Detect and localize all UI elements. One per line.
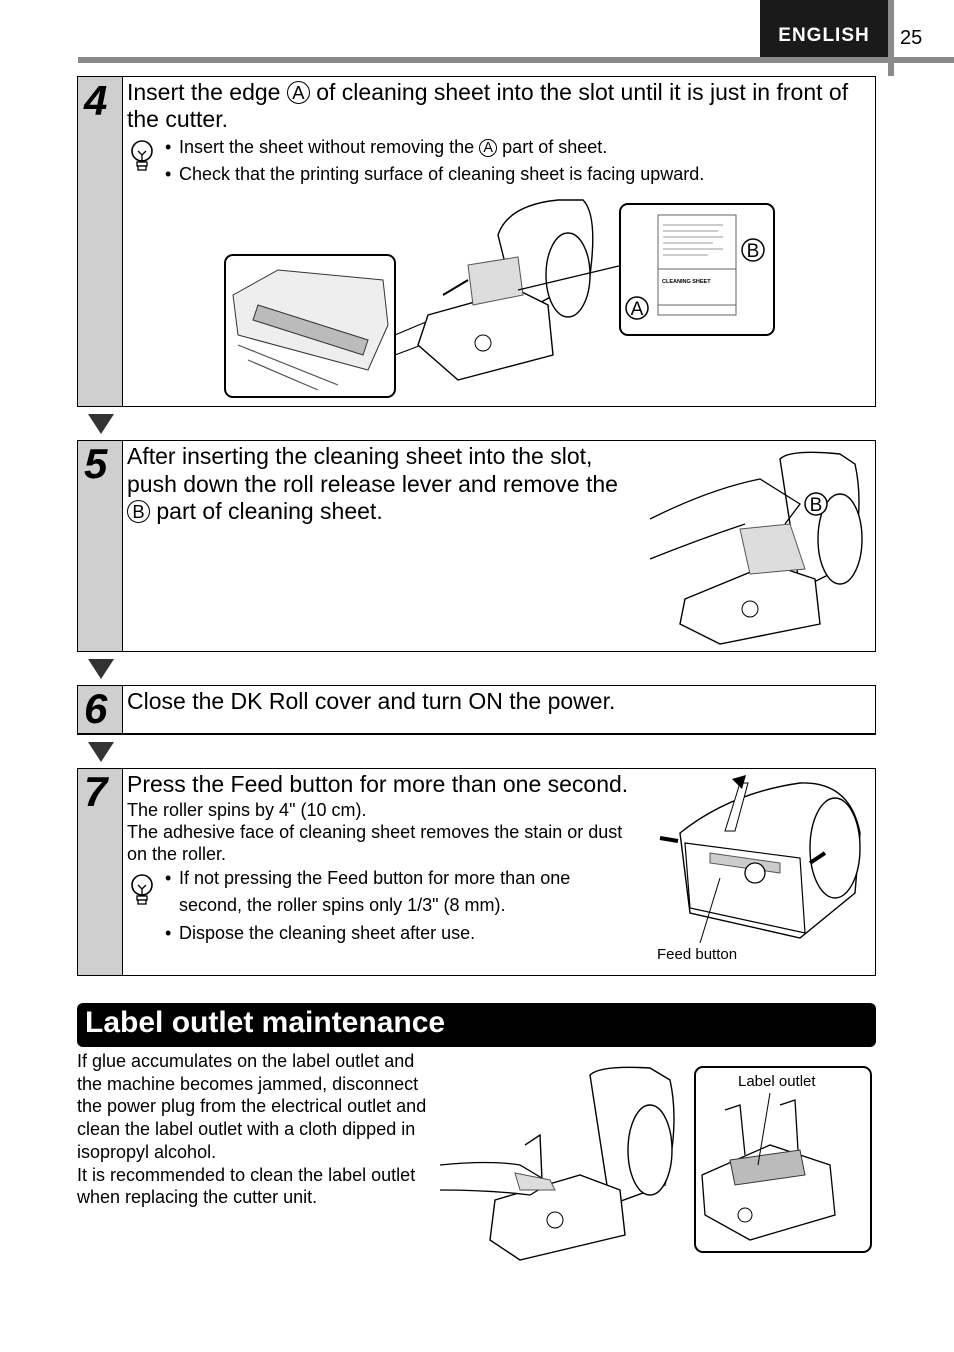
step-body-line: The adhesive face of cleaning sheet removes the stain or dust on the roller. — [127, 822, 623, 864]
step-content — [127, 771, 632, 947]
callout-label-b: B — [746, 241, 760, 262]
feed-button-caption: Feed button — [657, 946, 738, 963]
step-number: 7 — [84, 768, 108, 815]
step-number: 6 — [84, 685, 108, 732]
step-4 — [77, 76, 876, 407]
callout-mark: A — [479, 139, 497, 157]
step-6 — [77, 685, 876, 735]
tip-text: If not pressing the Feed button for more than one second, the roller spins only 1/3" (8 mm). — [179, 868, 571, 915]
step-title-text: After inserting the cleaning sheet into the slot, push down the roll release lever and remove the — [127, 443, 618, 497]
section-paragraph — [77, 1050, 427, 1209]
step-title — [127, 79, 871, 133]
printer-cleaning-sheet-illustration — [218, 195, 778, 400]
step-title-text: of cleaning sheet into the slot until it is just in front of the cutter. — [127, 79, 849, 132]
step-number: 4 — [84, 77, 108, 124]
bullet-glyph: • — [165, 137, 172, 157]
step-body-line: The roller spins by 4" (10 cm). — [127, 800, 367, 820]
flow-arrow-icon — [88, 742, 114, 762]
step-title — [127, 443, 637, 526]
page-separator — [888, 0, 894, 76]
bullet-glyph: • — [165, 923, 172, 943]
lightbulb-icon — [129, 138, 155, 174]
tip-text: Check that the printing surface of cleaning sheet is facing upward. — [179, 164, 705, 184]
tip-text: part of sheet. — [497, 137, 608, 157]
step-title-text: Insert the edge — [127, 79, 287, 105]
tip-text: Insert the sheet without removing the — [179, 137, 480, 157]
bullet-glyph: • — [165, 868, 172, 888]
step-gutter — [78, 77, 123, 406]
step-title: Press the Feed button for more than one second. — [127, 771, 629, 797]
bullet-glyph: • — [165, 164, 172, 184]
label-outlet-caption: Label outlet — [738, 1073, 816, 1090]
step-content — [127, 79, 871, 188]
flow-arrow-icon — [88, 414, 114, 434]
step-5 — [77, 440, 876, 652]
label-outlet-cleaning-illustration — [440, 1065, 880, 1265]
tip-item — [165, 920, 632, 947]
lightbulb-icon — [129, 872, 155, 908]
step-content — [127, 688, 871, 715]
callout-mark: A — [287, 81, 310, 104]
step-title: Close the DK Roll cover and turn ON the power. — [127, 688, 616, 714]
callout-label-a: A — [630, 299, 644, 320]
tip-text: Dispose the cleaning sheet after use. — [179, 923, 476, 943]
callout-mark: B — [127, 500, 150, 523]
sheet-label: CLEANING SHEET — [662, 279, 711, 285]
printer-feed-illustration — [650, 773, 875, 948]
flow-arrow-icon — [88, 659, 114, 679]
printer-remove-sheet-illustration — [650, 449, 870, 649]
step-number: 5 — [84, 440, 108, 487]
header-rule — [78, 57, 954, 63]
step-7 — [77, 768, 876, 976]
page-number: 25 — [900, 27, 923, 49]
language-tab: ENGLISH — [760, 0, 888, 57]
callout-label-b: B — [809, 495, 823, 516]
paragraph-text: If glue accumulates on the label outlet and the machine becomes jammed, disconnect the power plug from the electrical outlet and clean the label outlet with a cloth dipped in isopropyl alcohol. — [77, 1051, 427, 1162]
tip-item — [165, 161, 871, 188]
section-title: Label outlet maintenance — [77, 1003, 876, 1047]
tip-item — [165, 134, 871, 161]
tips-block — [127, 134, 871, 188]
step-title-text: part of cleaning sheet. — [150, 498, 383, 524]
step-content — [127, 443, 637, 526]
tip-item — [165, 865, 632, 919]
paragraph-text: It is recommended to clean the label outlet when replacing the cutter unit. — [77, 1164, 416, 1208]
tips-block — [127, 865, 632, 947]
